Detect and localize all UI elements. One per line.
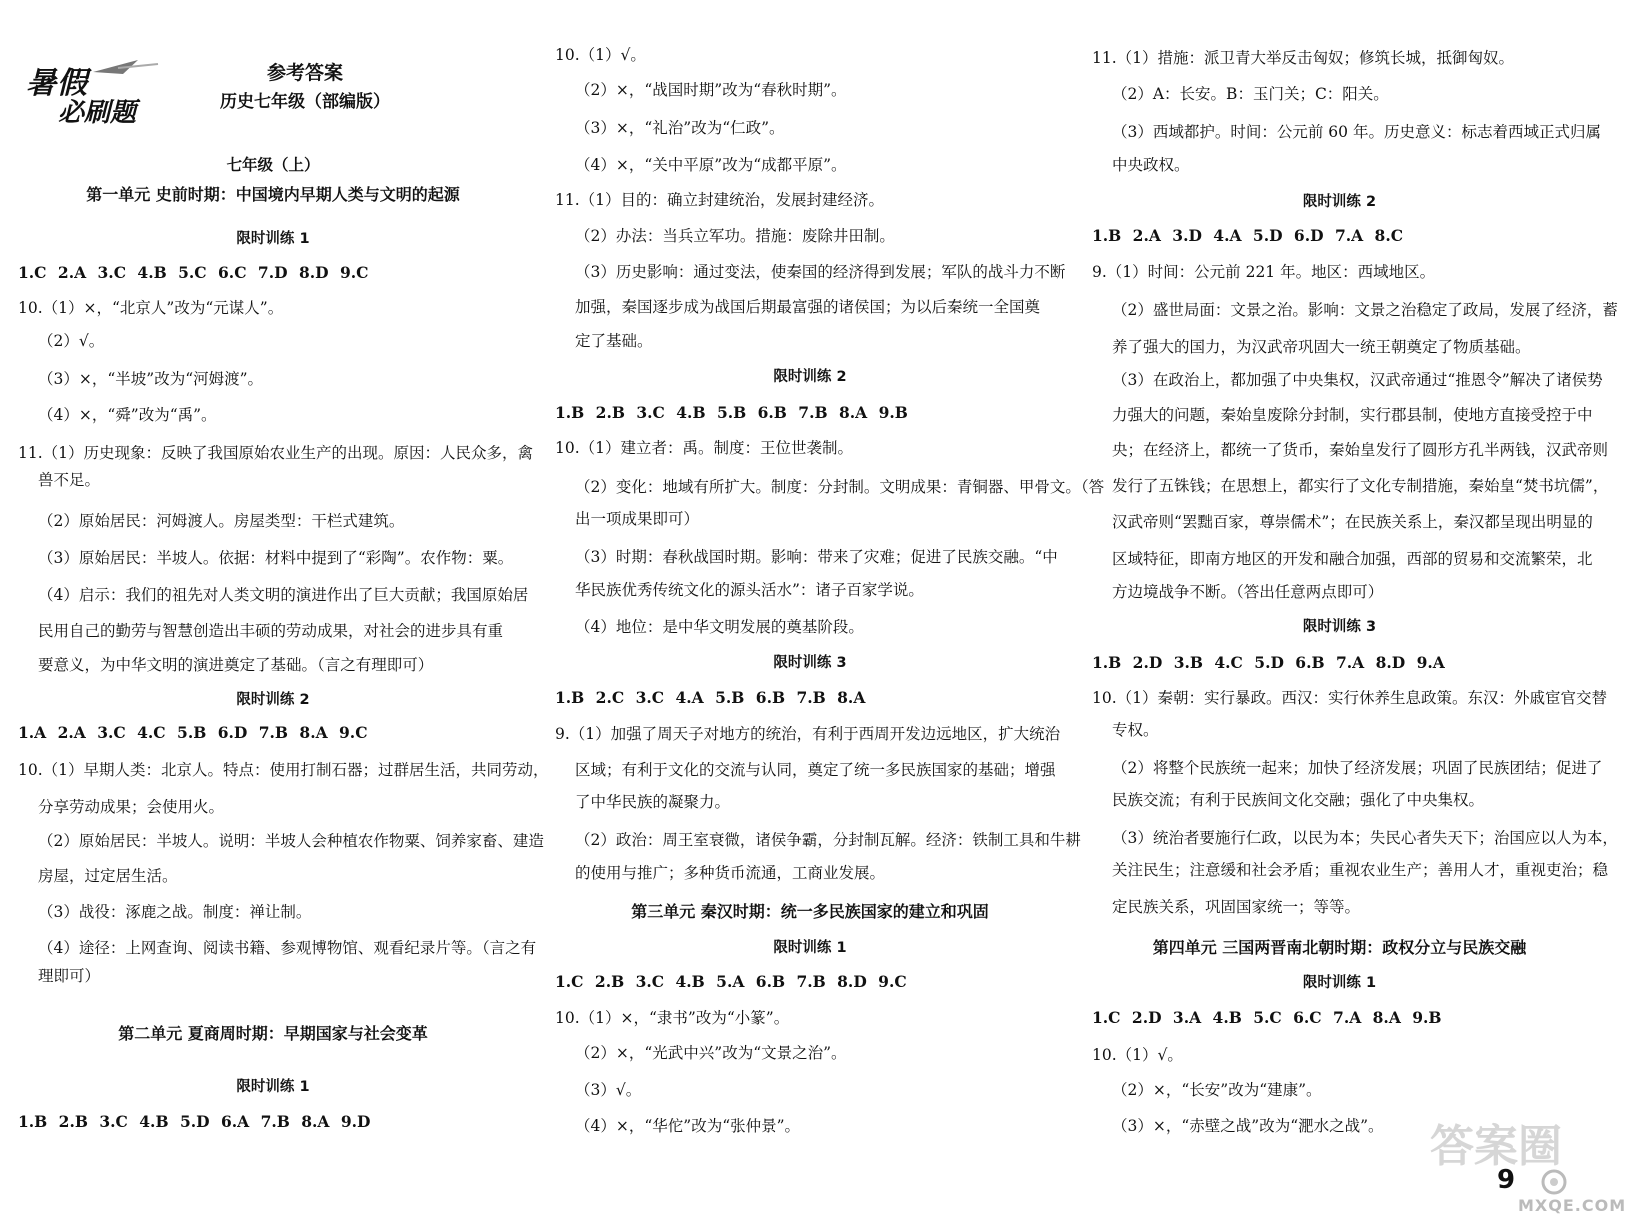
choice-answers: 1.B 2.A 3.D 4.A 5.D 6.D 7.A 8.C (1092, 226, 1404, 245)
answer-line: 10.（1）早期人类：北京人。特点：使用打制石器；过群居生活，共同劳动， (18, 761, 549, 779)
answer-column-2 (555, 0, 1105, 1220)
answer-line: （2）办法：当兵立军功。措施：废除井田制。 (575, 227, 895, 245)
page-number: 9 (1497, 1165, 1516, 1195)
answer-column-1 (18, 0, 549, 1220)
answer-line: （2）变化：地域有所扩大。制度：分封制。文明成果：青铜器、甲骨文。（答 (575, 478, 1105, 496)
answer-line: 10.（1）建立者：禹。制度：王位世袭制。 (555, 439, 854, 457)
answer-line: 要意义，为中华文明的演进奠定了基础。（言之有理即可） (38, 656, 434, 674)
answer-line: （2）×，“长安”改为“建康”。 (1112, 1081, 1322, 1099)
answer-line: 汉武帝则“罢黜百家，尊崇儒术”；在民族关系上，秦汉都呈现出明显的 (1112, 513, 1593, 531)
answer-line: （3）战役：涿鹿之战。制度：禅让制。 (38, 903, 312, 921)
watermark-url: MXQE.COM (1518, 1196, 1626, 1215)
answer-line: 10.（1）×，“隶书”改为“小篆”。 (555, 1009, 790, 1027)
answer-line: 民用自己的勤劳与智慧创造出丰硕的劳动成果，对社会的进步具有重 (38, 622, 504, 640)
answer-line: 10.（1）√。 (555, 46, 646, 64)
answer-line: （3）历史影响：通过变法，使秦国的经济得到发展；军队的战斗力不断 (575, 263, 1066, 281)
answer-line: （3）×，“半坡”改为“河姆渡”。 (38, 370, 264, 388)
answer-line: （4）×，“舜”改为“禹”。 (38, 406, 217, 424)
answer-column-3 (1092, 0, 1618, 1220)
page-title: 参考答案 (266, 62, 343, 84)
answer-line: （2）盛世局面：文景之治。影响：文景之治稳定了政局，发展了经济，蓄 (1112, 301, 1618, 319)
answer-line: 11.（1）目的：确立封建统治，发展封建经济。 (555, 191, 885, 209)
section-heading: 第一单元 史前时期：中国境内早期人类与文明的起源 (86, 185, 460, 204)
answer-line: 华民族优秀传统文化的源头活水”：诸子百家学说。 (575, 581, 924, 599)
answer-line: （3）×，“赤壁之战”改为“淝水之战”。 (1112, 1117, 1384, 1135)
choice-answers: 1.A 2.A 3.C 4.C 5.B 6.D 7.B 8.A 9.C (18, 723, 368, 742)
watermark-text: 答案圈 (1430, 1121, 1562, 1172)
answer-line: （3）统治者要施行仁政，以民为本；失民心者失天下；治国应以人为本， (1112, 829, 1618, 847)
section-heading: 限时训练 1 (236, 1079, 310, 1095)
answer-line: 民族交流；有利于民族间文化交融；强化了中央集权。 (1112, 791, 1485, 809)
answer-line: （3）时期：春秋战国时期。影响：带来了灾难；促进了民族交融。“中 (575, 548, 1058, 566)
choice-answers: 1.C 2.B 3.C 4.B 5.A 6.B 7.B 8.D 9.C (555, 972, 907, 991)
section-heading: 七年级（上） (226, 156, 320, 174)
answer-line: 10.（1）×，“北京人”改为“元谋人”。 (18, 299, 284, 317)
section-heading: 限时训练 2 (236, 692, 310, 708)
logo-line1: 暑假 (26, 66, 88, 101)
answer-line: （2）√。 (38, 332, 105, 350)
section-heading: 限时训练 2 (1302, 194, 1377, 210)
answer-line: （4）×，“关中平原”改为“成都平原”。 (575, 156, 847, 174)
answer-line: （3）×，“礼治”改为“仁政”。 (575, 119, 785, 137)
answer-line: 了中华民族的凝聚力。 (575, 793, 731, 811)
section-heading: 限时训练 3 (1302, 619, 1377, 635)
answer-line: 9.（1）加强了周天子对地方的统治，有利于西周开发边远地区，扩大统治 (555, 725, 1061, 743)
answer-line: （2）×，“光武中兴”改为“文景之治”。 (575, 1044, 847, 1062)
choice-answers: 1.B 2.D 3.B 4.C 5.D 6.B 7.A 8.D 9.A (1092, 653, 1445, 672)
answer-line: 定民族关系，巩固国家统一；等等。 (1112, 898, 1361, 916)
answer-line: 10.（1）秦朝：实行暴政。西汉：实行休养生息政策。东汉：外戚宦官交替 (1092, 689, 1608, 707)
choice-answers: 1.B 2.B 3.C 4.B 5.D 6.A 7.B 8.A 9.D (18, 1112, 371, 1131)
answer-line: 方边境战争不断。（答出任意两点即可） (1112, 583, 1384, 601)
section-heading: 第二单元 夏商周时期：早期国家与社会变革 (118, 1024, 428, 1043)
answer-line: 出一项成果即可） (575, 510, 700, 528)
section-heading: 限时训练 3 (773, 655, 847, 671)
answer-line: 区域特征，即南方地区的开发和融合加强，西部的贸易和交流繁荣，北 (1112, 550, 1593, 568)
answer-line: （2）将整个民族统一起来；加快了经济发展；巩固了民族团结；促进了 (1112, 759, 1603, 777)
answer-line: 理即可） (38, 967, 101, 985)
answer-line: 力强大的问题，秦始皇废除分封制，实行郡县制，使地方直接受控于中 (1112, 406, 1593, 424)
answer-line: （4）途径：上网查询、阅读书籍、参观博物馆、观看纪录片等。（言之有 (38, 939, 537, 957)
answer-line: 兽不足。 (38, 471, 101, 489)
answer-line: 定了基础。 (575, 332, 653, 350)
answer-line: （2）原始居民：半坡人。说明：半坡人会种植农作物粟、饲养家畜、建造 (38, 832, 544, 850)
answer-line: （3）西域都护。时间：公元前 60 年。历史意义：标志着西域正式归属 (1112, 123, 1601, 141)
answer-line: （2）×，“战国时期”改为“春秋时期”。 (575, 81, 847, 99)
answer-line: （3）原始居民：半坡人。依据：材料中提到了“彩陶”。农作物：粟。 (38, 549, 514, 567)
page-subtitle: 历史七年级（部编版） (220, 92, 390, 112)
answer-line: 分享劳动成果；会使用火。 (38, 798, 225, 816)
choice-answers: 1.B 2.B 3.C 4.B 5.B 6.B 7.B 8.A 9.B (555, 403, 908, 422)
section-heading: 限时训练 2 (773, 369, 847, 385)
choice-answers: 1.C 2.A 3.C 4.B 5.C 6.C 7.D 8.D 9.C (18, 263, 369, 282)
answer-line: 的使用与推广；多种货币流通，工商业发展。 (575, 864, 886, 882)
section-heading: 限时训练 1 (1302, 975, 1377, 991)
answer-line: （2）原始居民：河姆渡人。房屋类型：干栏式建筑。 (38, 512, 405, 530)
choice-answers: 1.C 2.D 3.A 4.B 5.C 6.C 7.A 8.A 9.B (1092, 1008, 1442, 1027)
section-heading: 限时训练 1 (236, 231, 310, 247)
answer-line: 区域；有利于文化的交流与认同，奠定了统一多民族国家的基础；增强 (575, 761, 1056, 779)
section-heading: 第四单元 三国两晋南北朝时期：政权分立与民族交融 (1152, 938, 1527, 957)
answer-line: （4）地位：是中华文明发展的奠基阶段。 (575, 618, 864, 636)
answer-line: （4）启示：我们的祖先对人类文明的演进作出了巨大贡献；我国原始居 (38, 586, 529, 604)
answer-line: （4）×，“华佗”改为“张仲景”。 (575, 1117, 801, 1135)
answer-line: 中央政权。 (1112, 156, 1190, 174)
choice-answers: 1.B 2.C 3.C 4.A 5.B 6.B 7.B 8.A (555, 688, 866, 707)
answer-line: 央；在经济上，都统一了货币，秦始皇发行了圆形方孔半两钱，汉武帝则 (1112, 441, 1609, 459)
logo-line2: 必刷题 (58, 98, 137, 128)
answer-line: 房屋，过定居生活。 (38, 867, 178, 885)
answer-line: （3）√。 (575, 1081, 642, 1099)
answer-line: （3）在政治上，都加强了中央集权，汉武帝通过“推恩令”解决了诸侯势 (1112, 371, 1603, 389)
answer-line: 11.（1）措施：派卫青大举反击匈奴；修筑长城，抵御匈奴。 (1092, 49, 1515, 67)
answer-line: 发行了五铢钱；在思想上，都实行了文化专制措施，秦始皇“焚书坑儒”， (1112, 477, 1609, 495)
answer-line: 加强，秦国逐步成为战国后期最富强的诸侯国；为以后秦统一全国奠 (575, 298, 1041, 316)
answer-line: 9.（1）时间：公元前 221 年。地区：西域地区。 (1092, 263, 1436, 281)
answer-line: （2）政治：周王室衰微，诸侯争霸，分封制瓦解。经济：铁制工具和牛耕 (575, 831, 1081, 849)
answer-line: 11.（1）历史现象：反映了我国原始农业生产的出现。原因：人民众多，禽 (18, 444, 534, 462)
answer-line: 养了强大的国力，为汉武帝巩固大一统王朝奠定了物质基础。 (1112, 338, 1531, 356)
answer-line: 关注民生；注意缓和社会矛盾；重视农业生产；善用人才，重视吏治；稳 (1112, 861, 1609, 879)
answer-line: （2）A：长安。B：玉门关；C：阳关。 (1112, 85, 1389, 103)
section-heading: 第三单元 秦汉时期：统一多民族国家的建立和巩固 (631, 902, 989, 921)
section-heading: 限时训练 1 (773, 940, 847, 956)
answer-line: 专权。 (1112, 721, 1159, 739)
answer-line: 10.（1）√。 (1092, 1046, 1183, 1064)
